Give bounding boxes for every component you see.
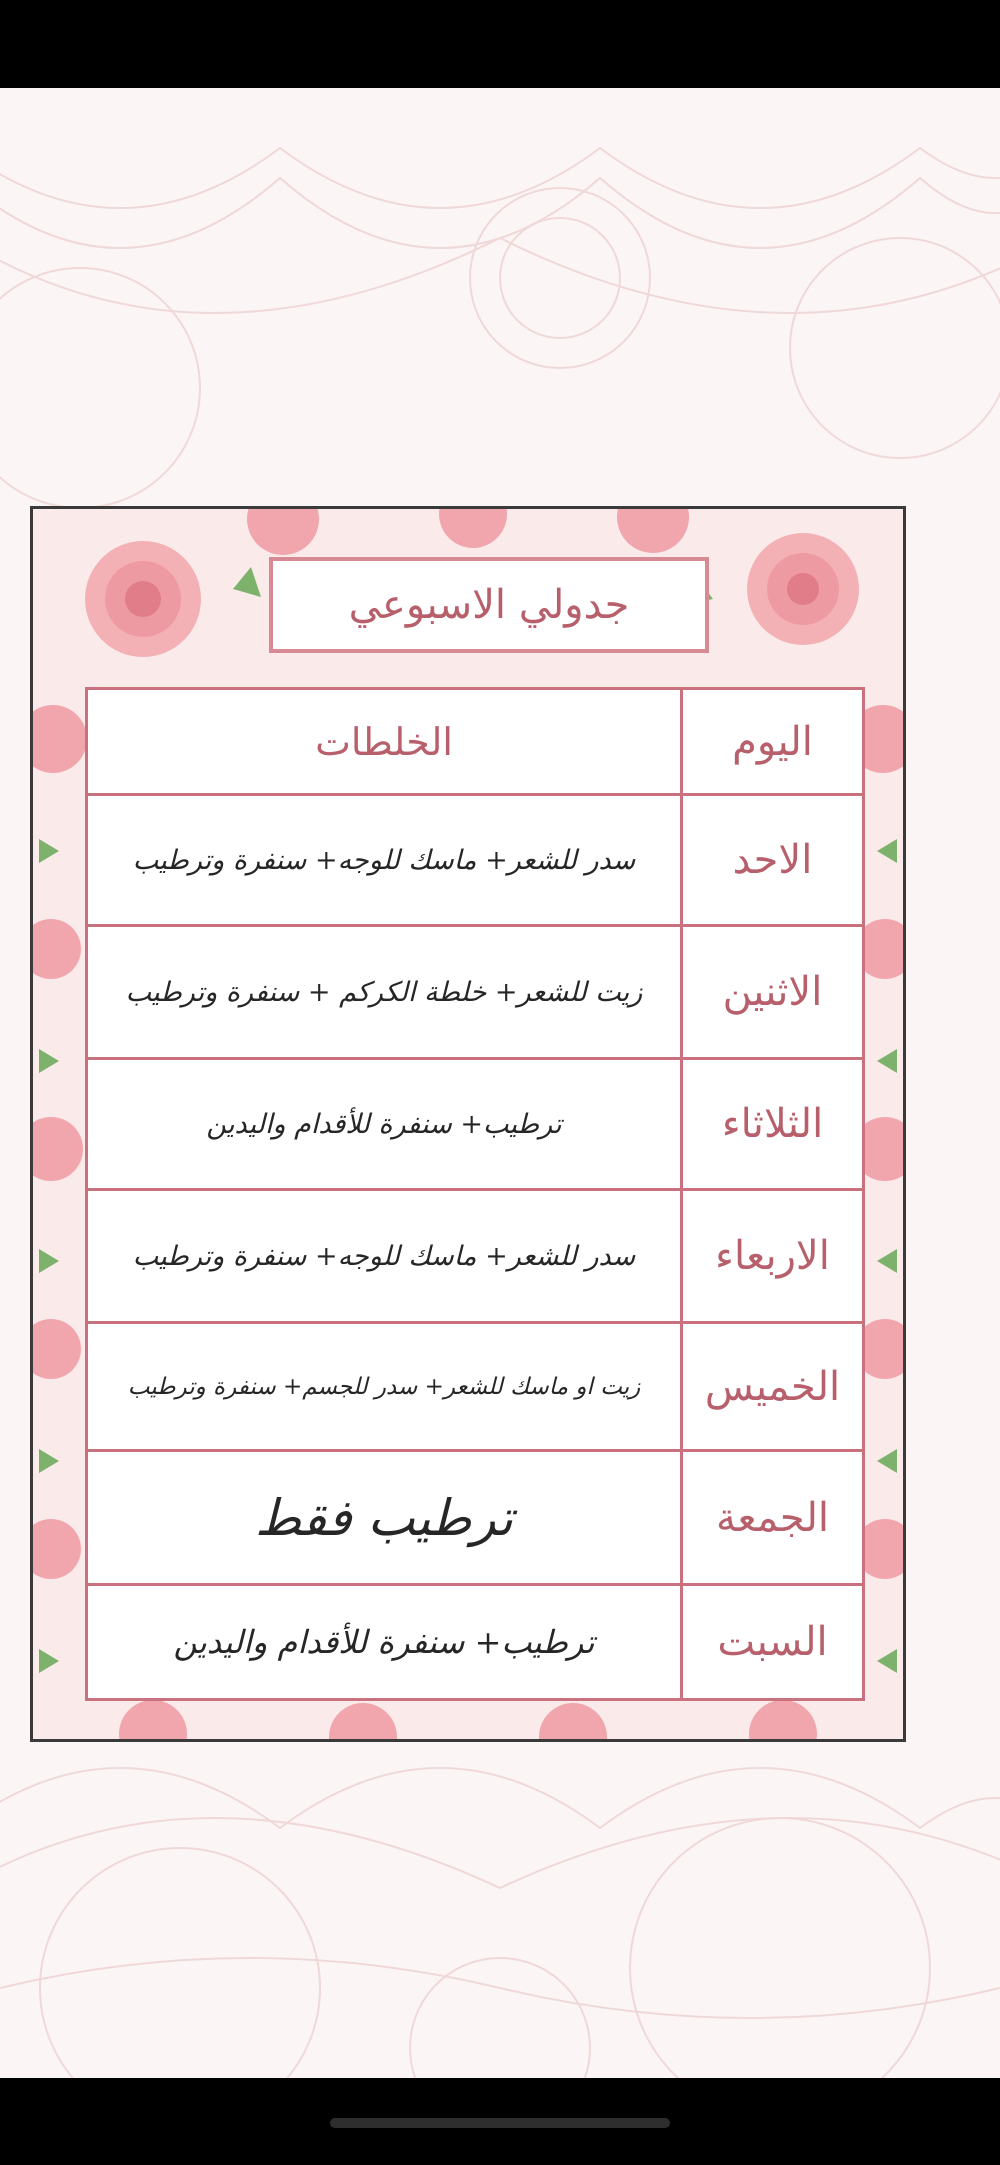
header-day: اليوم [680, 690, 862, 793]
table-row [88, 1324, 862, 1452]
day-cell: الثلاثاء [680, 1060, 862, 1188]
table-row [88, 1452, 862, 1586]
schedule-card [30, 506, 906, 1742]
mix-cell: ترطيب+ سنفرة للأقدام واليدين [206, 1108, 562, 1140]
day-cell: الاثنين [680, 927, 862, 1057]
table-row [88, 1060, 862, 1191]
table-row [88, 927, 862, 1060]
mix-cell: ترطيب فقط [254, 1488, 514, 1547]
page-title: جدولي الاسبوعي [269, 557, 709, 653]
mix-cell: ترطيب+ سنفرة للأقدام واليدين [173, 1623, 595, 1661]
day-cell: السبت [680, 1586, 862, 1698]
mix-cell: سدر للشعر+ ماسك للوجه+ سنفرة وترطيب [132, 844, 636, 876]
home-indicator[interactable] [330, 2118, 670, 2128]
day-cell: الجمعة [680, 1452, 862, 1583]
table-row [88, 1191, 862, 1324]
day-cell: الخميس [680, 1324, 862, 1449]
day-cell: الاربعاء [680, 1191, 862, 1321]
table-header-row [88, 690, 862, 796]
weekly-schedule-table [85, 687, 865, 1701]
header-mixes: الخلطات [315, 719, 453, 764]
table-row [88, 1586, 862, 1698]
mix-cell: زيت او ماسك للشعر+ سدر للجسم+ سنفرة وترطيب [127, 1373, 641, 1400]
status-bar [0, 0, 1000, 88]
mix-cell: زيت للشعر+ خلطة الكركم + سنفرة وترطيب [125, 976, 643, 1008]
day-cell: الاحد [680, 796, 862, 924]
mix-cell: سدر للشعر+ ماسك للوجه+ سنفرة وترطيب [132, 1240, 636, 1272]
lace-background [0, 88, 1000, 2078]
table-row [88, 796, 862, 927]
